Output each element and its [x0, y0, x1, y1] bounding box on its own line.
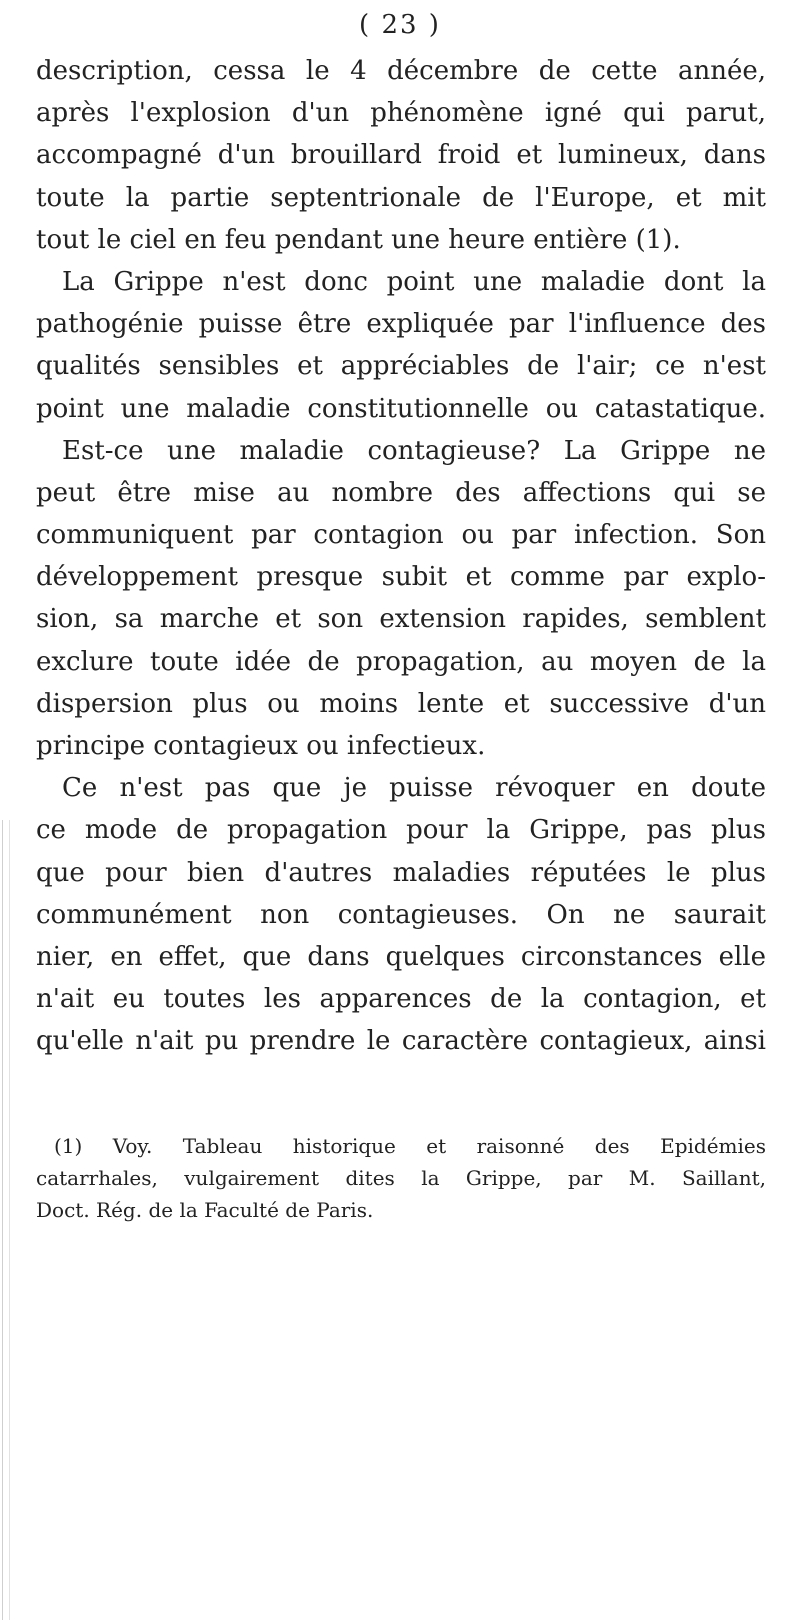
text-line: peut être mise au nombre des affections qui se	[36, 477, 766, 508]
text-line: dispersion plus ou moins lente et successive d'un	[36, 688, 766, 719]
text-line: après l'explosion d'un phénomène igné qui parut,	[36, 98, 766, 129]
page-number: ( 23 )	[359, 10, 441, 40]
body-text	[36, 50, 766, 1063]
text-line: que pour bien d'autres maladies réputées le plus	[36, 857, 766, 888]
text-line: communément non contagieuses. On ne saurait	[36, 899, 766, 930]
text-line: La Grippe n'est donc point une maladie dont la	[62, 266, 766, 297]
text-line: qu'elle n'ait pu prendre le caractère contagieux, ainsi	[36, 1026, 766, 1057]
text-line: communiquent par contagion ou par infection. Son	[36, 520, 766, 551]
text-line: ce mode de propagation pour la Grippe, pas plus	[36, 815, 766, 846]
text-line: qualités sensibles et appréciables de l'air; ce n'est	[36, 351, 766, 382]
text-line: Ce n'est pas que je puisse révoquer en doute	[62, 773, 766, 804]
text-line: exclure toute idée de propagation, au moyen de la	[36, 646, 766, 677]
text-line: Est-ce une maladie contagieuse? La Grippe ne	[62, 435, 766, 466]
text-line: accompagné d'un brouillard froid et lumineux, dans	[36, 140, 766, 171]
footnote-line: Doct. Rég. de la Faculté de Paris.	[36, 1198, 374, 1222]
text-line: pathogénie puisse être expliquée par l'influence des	[36, 309, 766, 340]
binding-edge	[2, 820, 10, 1620]
text-line: toute la partie septentrionale de l'Europe, et mit	[36, 182, 766, 213]
text-line: sion, sa marche et son extension rapides, semblent	[36, 604, 766, 635]
text-line: nier, en effet, que dans quelques circonstances elle	[36, 941, 766, 972]
text-line: description, cessa le 4 décembre de cette année,	[36, 56, 766, 86]
text-line: développement presque subit et comme par explo-	[36, 562, 766, 593]
footnote	[36, 1130, 766, 1226]
footnote-line: catarrhales, vulgairement dites la Grippe, par M. Saillant,	[36, 1166, 766, 1190]
text-line: point une maladie constitutionnelle ou catastatique.	[36, 393, 766, 424]
footnote-line: (1) Voy. Tableau historique et raisonné des Epidémies	[54, 1134, 766, 1158]
text-line: tout le ciel en feu pendant une heure entière (1).	[36, 224, 681, 255]
text-line: principe contagieux ou infectieux.	[36, 731, 486, 761]
text-line: n'ait eu toutes les apparences de la contagion, et	[36, 984, 766, 1015]
